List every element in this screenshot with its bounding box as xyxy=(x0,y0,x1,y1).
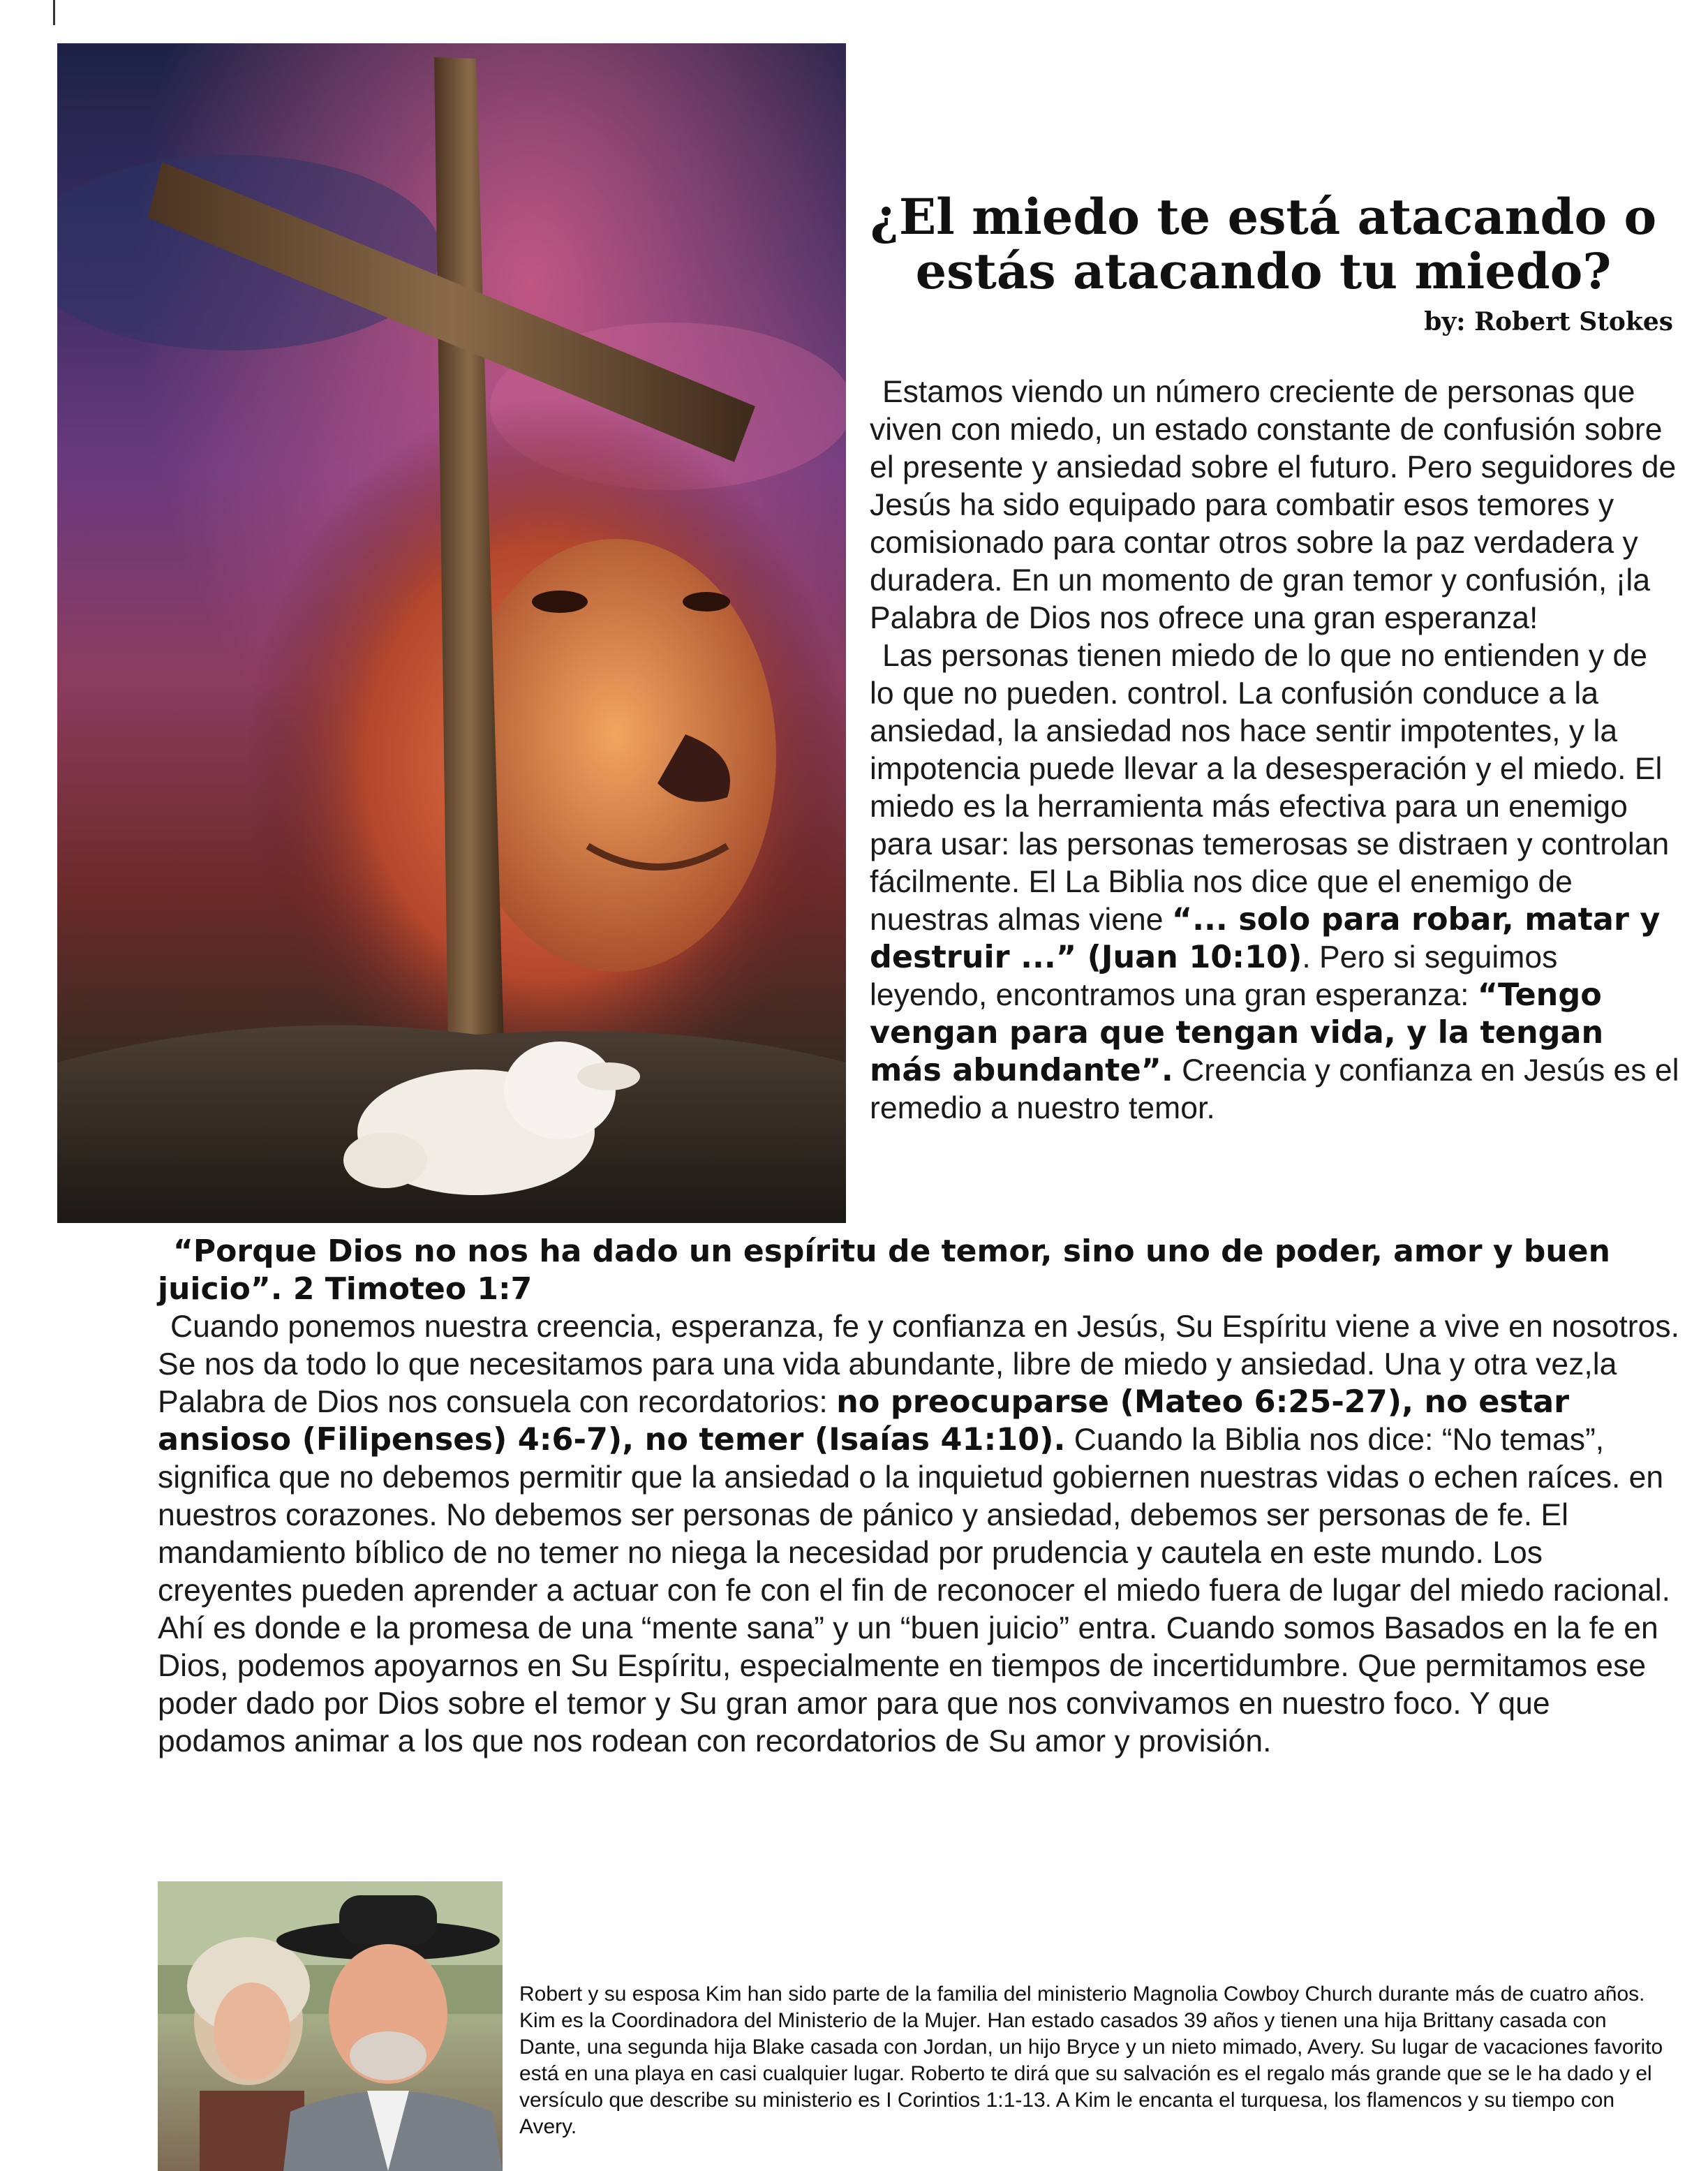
article-wide-text xyxy=(158,1233,1679,1761)
paragraph-3 xyxy=(158,1308,1679,1761)
scripture-emphasis: “... solo para robar, matar y destruir ...” (Juan 10:10) xyxy=(870,902,1661,975)
cross-lion-lamb-illustration xyxy=(57,43,846,1223)
page-edge-mark xyxy=(53,0,55,25)
author-photo xyxy=(158,1881,503,2171)
text-run: Las personas tienen miedo de lo que no entienden y de lo que no pueden. control. La confusión conduce a la ansiedad, la ansiedad nos hace sentir impotentes, y la impotencia puede llevar a la desesperación y el miedo. El miedo es la herramienta más efectiva para un enemigo para usar: las personas temerosas se distraen y controlan fácilmente. El La Biblia nos dice que el enemigo de nuestras almas viene xyxy=(870,639,1670,937)
scripture-emphasis: “Tengo vengan para que tengan vida, y la tengan más abundante”. xyxy=(870,977,1604,1088)
article-column-text xyxy=(870,373,1679,1127)
text-run: Cuando la Biblia nos dice: “No temas”, significa que no debemos permitir que la ansiedad o la inquietud gobiernen nuestras vidas o echen raíces. en nuestros corazones. No debemos ser personas de pánico y ansiedad, debemos ser personas de fe. El mandamiento bíblico de no temer no niega la necesidad por prudencia y cautela en este mundo. Los creyentes pueden aprender a actuar con fe con el fin de reconocer el miedo fuera de lugar del miedo racional. Ahí es donde e la promesa de una “mente sana” y un “buen juicio” entra. Cuando somos Basados en la fe en Dios, podemos apoyarnos en Su Espíritu, especialmente en tiempos de incertidumbre. Que permitamos ese poder dado por Dios sobre el temor y Su gran amor para que nos convivamos en nuestro foco. Y que podamos animar a los que nos rodean con recordatorios de Su amor y provisión. xyxy=(158,1423,1671,1758)
text-run: Creencia y confianza en Jesús es el remedio a nuestro temor. xyxy=(870,1053,1679,1125)
paragraph-2 xyxy=(870,637,1679,1127)
scripture-quote: “Porque Dios no nos ha dado un espíritu de temor, sino uno de poder, amor y buen juicio”. 2 Timoteo 1:7 xyxy=(158,1233,1610,1307)
text-run: Cuando ponemos nuestra creencia, esperanza, fe y confianza en Jesús, Su Espíritu viene a vive en nosotros. Se nos da todo lo que necesitamos para una vida abundante, libre de miedo y ansiedad. Una y otra vez,la Palabra de Dios nos consuela con recordatorios: xyxy=(158,1310,1679,1419)
scripture-emphasis: no preocuparse (Mateo 6:25-27), no estar ansioso (Filipenses) 4:6-7), no temer (Isaías 41:10). xyxy=(158,1384,1570,1458)
author-bio: Robert y su esposa Kim han sido parte de la familia del ministerio Magnolia Cowboy Church durante más de cuatro años. Kim es la Coordinadora del Ministerio de la Mujer. Han estado casados 39 años y tienen una hija Brittany casada con Dante, una segunda hija Blake casada con Jordan, un hijo Bryce y un nieto mimado, Avery. Su lugar de vacaciones favorito está en una playa en casi cualquier lugar. Roberto te dirá que su salvación es el regalo más grande que se le ha dado y el versículo que describe su ministerio es I Corintios 1:1-13. A Kim le encanta el turquesa, los flamencos y su tiempo con Avery. xyxy=(519,1983,1663,2138)
article-byline: by: Robert Stokes xyxy=(1424,307,1673,336)
hero-art xyxy=(57,43,846,1223)
author-photo-art xyxy=(158,1881,503,2171)
paragraph-1 xyxy=(870,373,1679,637)
article-title: ¿El miedo te está atacando o estás atacando tu miedo? xyxy=(870,188,1657,300)
text-run: Estamos viendo un número creciente de personas que viven con miedo, un estado constante de confusión sobre el presente y ansiedad sobre el futuro. Pero seguidores de Jesús ha sido equipado para combatir esos temores y comisionado para contar otros sobre la paz verdadera y duradera. En un momento de gran temor y confusión, ¡la Palabra de Dios nos ofrece una gran esperanza! xyxy=(870,375,1677,635)
text-run: . Pero si seguimos leyendo, encontramos una gran esperanza: xyxy=(870,940,1558,1012)
